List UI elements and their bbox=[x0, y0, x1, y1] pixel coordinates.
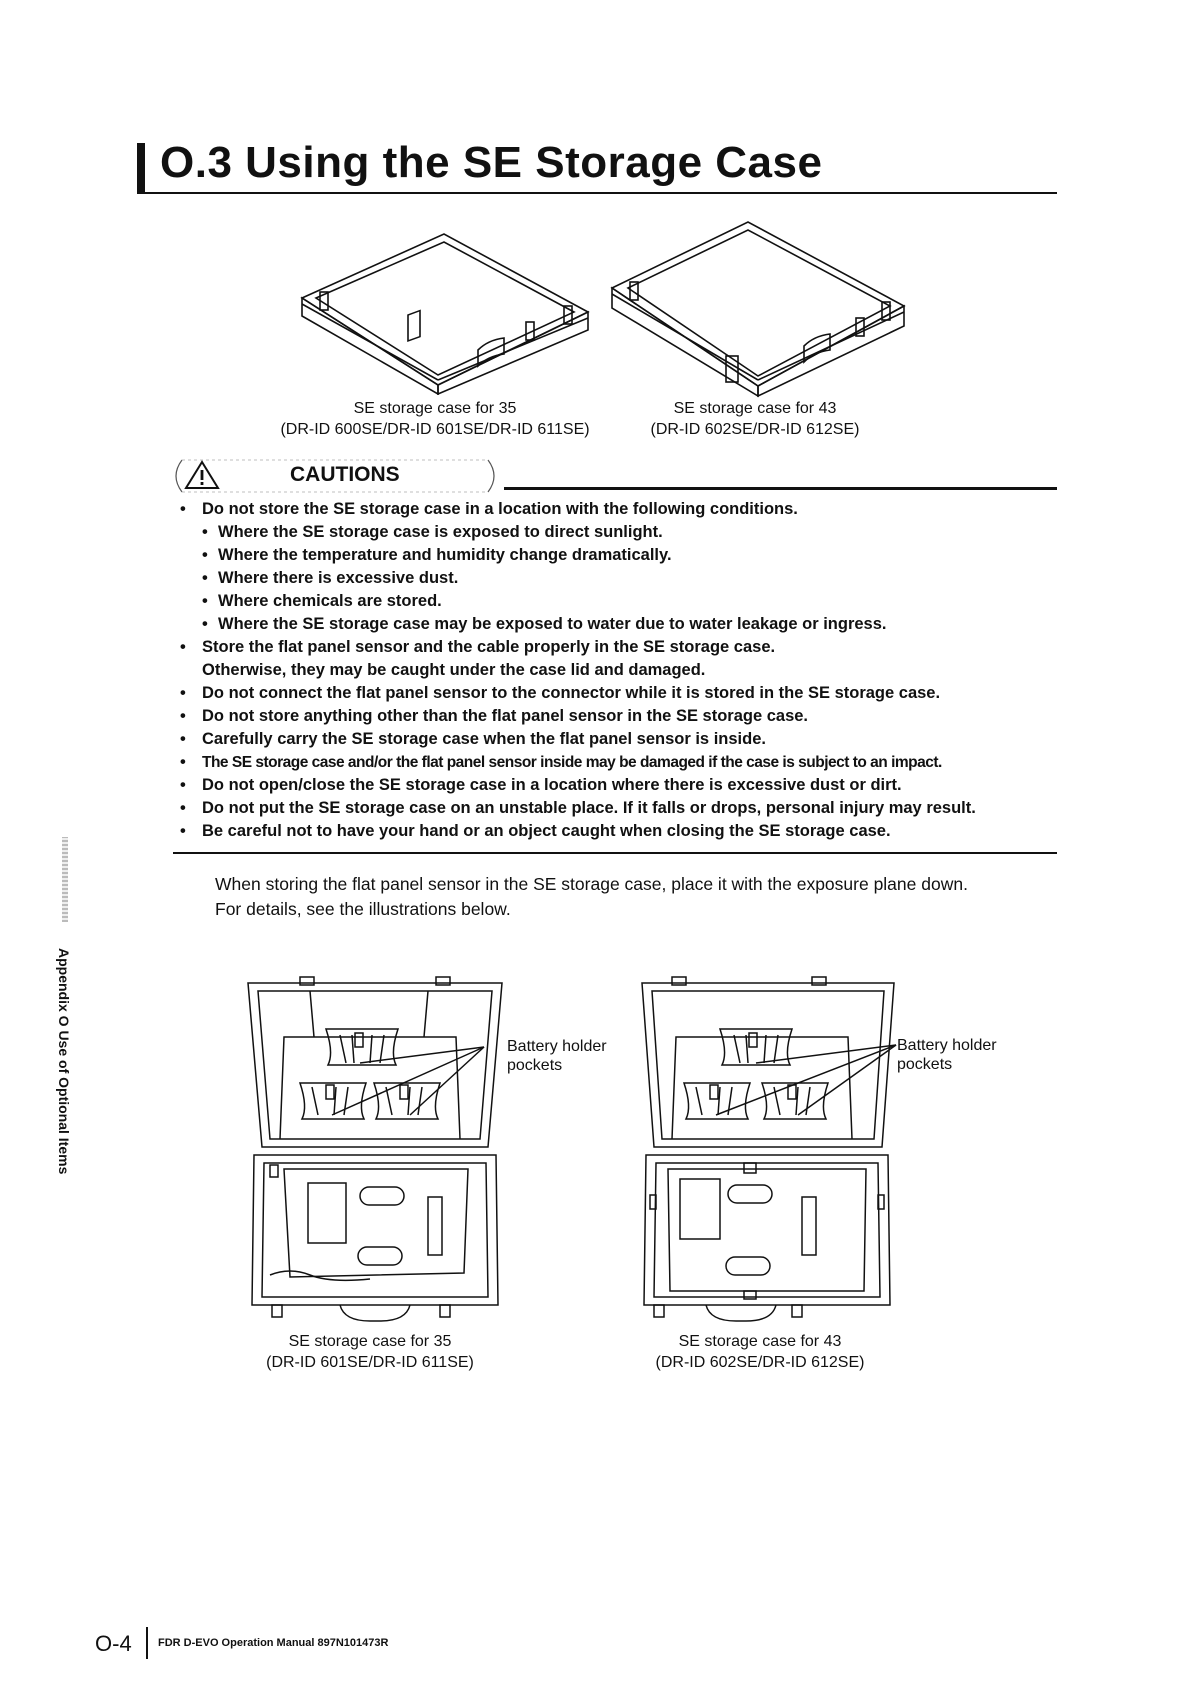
caption-line: (DR-ID 600SE/DR-ID 601SE/DR-ID 611SE) bbox=[280, 421, 590, 438]
instruction-line: For details, see the illustrations below. bbox=[215, 899, 511, 919]
caution-item: • Be careful not to have your hand or an object caught when closing the SE storage case. bbox=[175, 820, 1055, 843]
battery-holder-label-43 bbox=[897, 1036, 997, 1074]
cautions-header-rule bbox=[504, 487, 1057, 490]
bullet-icon: • bbox=[180, 799, 186, 817]
caution-item: • Do not store anything other than the flat panel sensor in the SE storage case. bbox=[175, 705, 1055, 728]
bullet-icon: • bbox=[180, 638, 186, 656]
warning-triangle-icon bbox=[184, 460, 220, 490]
cautions-label: CAUTIONS bbox=[290, 463, 400, 486]
caution-item: • Do not store the SE storage case in a location with the following conditions. bbox=[175, 498, 1055, 521]
bullet-icon: • bbox=[180, 753, 186, 771]
caution-item: • Store the flat panel sensor and the cable properly in the SE storage case. bbox=[175, 636, 1055, 659]
caution-subitem: • Where there is excessive dust. bbox=[175, 567, 1055, 590]
cautions-list bbox=[175, 498, 1055, 843]
caution-continuation: Otherwise, they may be caught under the case lid and damaged. bbox=[202, 661, 706, 679]
instruction-paragraph bbox=[215, 872, 968, 922]
label-line: pockets bbox=[507, 1057, 563, 1074]
caution-item: • The SE storage case and/or the flat panel sensor inside may be damaged if the case is subject to an impact. bbox=[175, 751, 1055, 774]
label-line: Battery holder bbox=[507, 1038, 607, 1055]
caption-line: SE storage case for 43 bbox=[673, 400, 837, 417]
caption-line: (DR-ID 602SE/DR-ID 612SE) bbox=[650, 421, 860, 438]
caption-line: (DR-ID 601SE/DR-ID 611SE) bbox=[266, 1354, 474, 1371]
caution-subitem: • Where the SE storage case is exposed to direct sunlight. bbox=[175, 521, 1055, 544]
footer-divider bbox=[146, 1627, 148, 1659]
closed-case-35-caption bbox=[265, 398, 605, 440]
caution-subitem: • Where chemicals are stored. bbox=[175, 590, 1055, 613]
bullet-icon: • bbox=[180, 730, 186, 748]
bullet-icon: • bbox=[202, 523, 208, 541]
label-line: pockets bbox=[897, 1056, 953, 1073]
closed-case-43-illustration bbox=[608, 218, 908, 398]
bullet-icon: • bbox=[202, 569, 208, 587]
cautions-bottom-rule bbox=[173, 852, 1057, 854]
side-tab-label: Appendix O Use of Optional Items bbox=[56, 948, 72, 1175]
caption-line: (DR-ID 602SE/DR-ID 612SE) bbox=[655, 1354, 865, 1371]
open-case-35-illustration bbox=[240, 975, 510, 1325]
caption-line: SE storage case for 35 bbox=[353, 400, 517, 417]
instruction-line: When storing the flat panel sensor in the SE storage case, place it with the exposure plane down. bbox=[215, 874, 968, 894]
side-tab-marker bbox=[62, 837, 68, 922]
bullet-icon: • bbox=[202, 592, 208, 610]
caution-subitem: • Where the SE storage case may be exposed to water due to water leakage or ingress. bbox=[175, 613, 1055, 636]
bullet-icon: • bbox=[202, 546, 208, 564]
bullet-icon: • bbox=[202, 615, 208, 633]
page-number: O-4 bbox=[95, 1631, 132, 1656]
battery-holder-label-35 bbox=[507, 1037, 607, 1075]
caution-item: • Do not put the SE storage case on an unstable place. If it falls or drops, personal injury may result. bbox=[175, 797, 1055, 820]
caption-line: SE storage case for 35 bbox=[288, 1333, 452, 1350]
open-case-43-illustration bbox=[632, 975, 902, 1325]
open-case-43-caption bbox=[620, 1331, 900, 1373]
bullet-icon: • bbox=[180, 500, 186, 518]
caution-item: • Do not open/close the SE storage case in a location where there is excessive dust or dirt. bbox=[175, 774, 1055, 797]
closed-case-43-caption bbox=[620, 398, 890, 440]
bullet-icon: • bbox=[180, 822, 186, 840]
bullet-icon: • bbox=[180, 684, 186, 702]
caution-item: • Carefully carry the SE storage case when the flat panel sensor is inside. bbox=[175, 728, 1055, 751]
title-marker bbox=[137, 143, 145, 193]
bullet-icon: • bbox=[180, 707, 186, 725]
closed-case-35-illustration bbox=[298, 230, 593, 395]
caption-line: SE storage case for 43 bbox=[678, 1333, 842, 1350]
page-title: O.3 Using the SE Storage Case bbox=[160, 138, 823, 187]
open-case-35-caption bbox=[230, 1331, 510, 1373]
title-underline bbox=[137, 192, 1057, 194]
bullet-icon: • bbox=[180, 776, 186, 794]
footer-manual-id: FDR D-EVO Operation Manual 897N101473R bbox=[158, 1637, 389, 1649]
caution-subitem: • Where the temperature and humidity change dramatically. bbox=[175, 544, 1055, 567]
caution-item: • Do not connect the flat panel sensor to the connector while it is stored in the SE storage case. bbox=[175, 682, 1055, 705]
label-line: Battery holder bbox=[897, 1037, 997, 1054]
